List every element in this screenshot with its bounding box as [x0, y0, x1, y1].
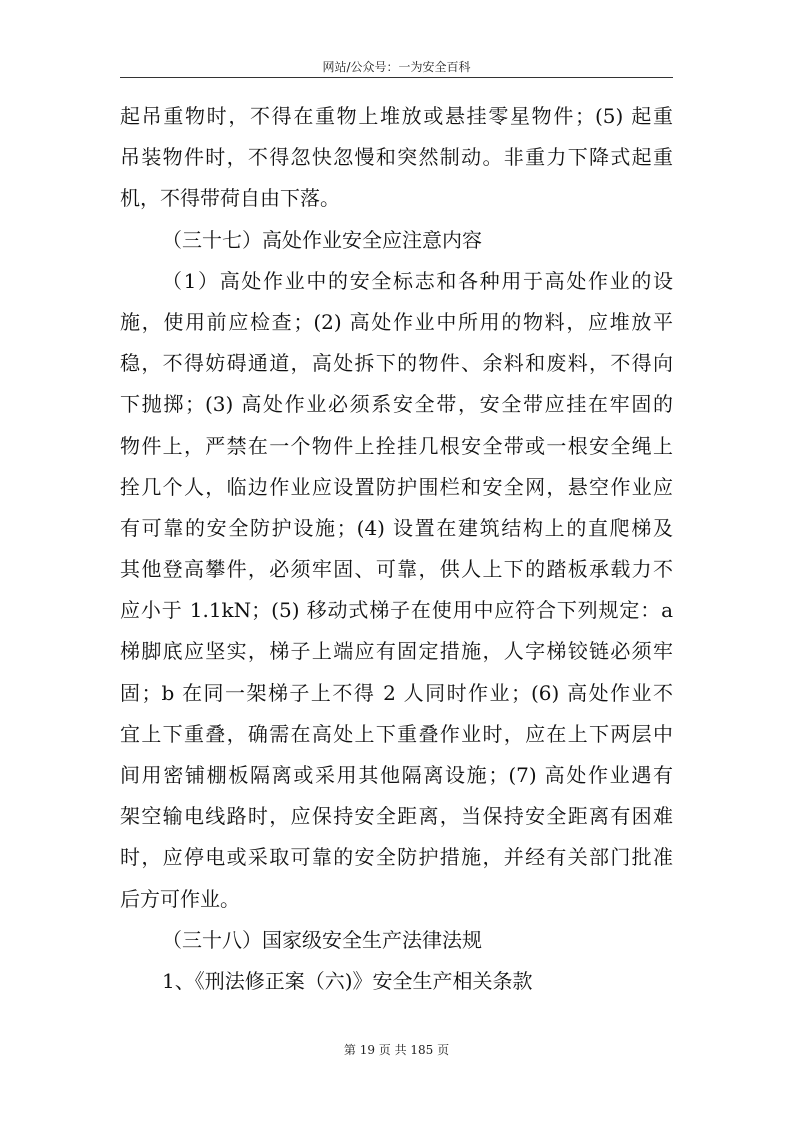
- body-line: 拴几个人，临边作业应设置防护围栏和安全网，悬空作业应: [120, 474, 673, 499]
- body-line: 固；b 在同一架梯子上不得 2 人同时作业；(6) 高处作业不: [120, 680, 673, 705]
- page-header: 网站/公众号：一为安全百科: [322, 60, 471, 74]
- body-line: 梯脚底应坚实，梯子上端应有固定措施，人字梯铰链必须牢: [120, 639, 673, 664]
- body-line: 吊装物件时，不得忽快忽慢和突然制动。非重力下降式起重: [120, 145, 673, 170]
- body-line: 起吊重物时，不得在重物上堆放或悬挂零星物件；(5) 起重: [120, 104, 673, 128]
- body-line: 其他登高攀件，必须牢固、可靠，供人上下的踏板承载力不: [120, 557, 673, 582]
- body-line: 下抛掷；(3) 高处作业必须系安全带，安全带应挂在牢固的: [120, 392, 673, 417]
- body-line: （1）高处作业中的安全标志和各种用于高处作业的设: [162, 268, 673, 293]
- subsection-heading: 1、《刑法修正案（六)》安全生产相关条款: [162, 968, 533, 993]
- body-line: 有可靠的安全防护设施；(4) 设置在建筑结构上的直爬梯及: [120, 515, 673, 540]
- body-line: 宜上下重叠，确需在高处上下重叠作业时，应在上下两层中: [120, 721, 673, 746]
- section-heading: （三十八）国家级安全生产法律法规: [162, 927, 482, 952]
- body-line: 架空输电线路时，应保持安全距离，当保持安全距离有困难: [120, 804, 673, 829]
- body-line: 机，不得带荷自由下落。: [120, 186, 340, 211]
- body-line: 后方可作业。: [120, 886, 240, 911]
- body-line: 施，使用前应检查；(2) 高处作业中所用的物料，应堆放平: [120, 309, 673, 334]
- section-heading: （三十七）高处作业安全应注意内容: [162, 227, 482, 252]
- header-rule: [120, 77, 673, 78]
- body-line: 稳，不得妨碍通道，高处拆下的物件、余料和废料，不得向: [120, 351, 673, 376]
- body-line: 物件上，严禁在一个物件上拴挂几根安全带或一根安全绳上: [120, 433, 673, 458]
- body-line: 应小于 1.1kN；(5) 移动式梯子在使用中应符合下列规定：a: [120, 598, 673, 623]
- body-line: 间用密铺棚板隔离或采用其他隔离设施；(7) 高处作业遇有: [120, 763, 673, 787]
- document-body: [120, 96, 673, 1002]
- body-line: 时，应停电或采取可靠的安全防护措施，并经有关部门批准: [120, 845, 673, 870]
- page-footer: 第 19 页 共 185 页: [343, 1043, 450, 1057]
